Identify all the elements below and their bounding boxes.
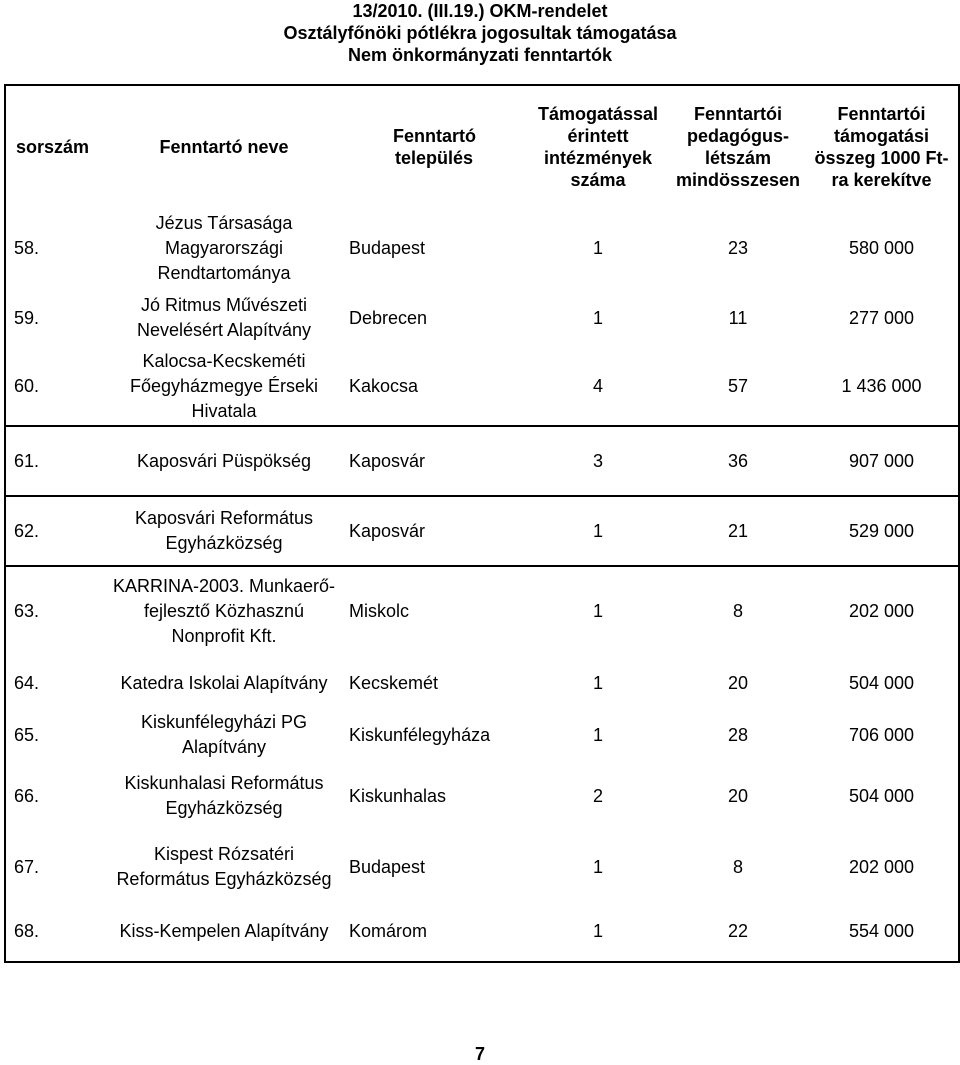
page-number: 7 — [474, 1044, 485, 1064]
row-staff: 57 — [727, 376, 749, 396]
row-staff: 8 — [671, 566, 805, 656]
row-institutions: 1 — [592, 921, 603, 941]
row-number: 59. — [14, 307, 40, 328]
decree-title: 13/2010. (III.19.) OKM-rendelet — [352, 1, 608, 21]
row-name: Kispest Rózsatéri Református Egyházközség — [116, 844, 332, 889]
row-number: 62. — [5, 496, 105, 566]
header-intezmenyek: Támogatással érintett intézmények száma — [537, 104, 659, 190]
row-amount: 907 000 — [805, 426, 959, 496]
row-town: Kaposvár — [343, 496, 525, 566]
row-name: Kaposvári Püspökség — [105, 426, 343, 496]
row-institutions: 1 — [525, 566, 671, 656]
support-table — [4, 84, 960, 963]
row-number: 67. — [14, 856, 40, 877]
header-osszeg: Fenntartói támogatási összeg 1000 Ft-ra kerekítve — [814, 104, 949, 190]
row-amount: 554 000 — [848, 921, 915, 941]
row-name: Kaposvári Református Egyházközség — [105, 496, 343, 566]
table-row — [5, 426, 959, 496]
table-row — [5, 348, 959, 426]
row-institutions: 4 — [592, 376, 603, 396]
subject-title: Osztályfőnöki pótlékra jogosultak támogatása — [283, 23, 677, 43]
table-row — [5, 656, 959, 710]
row-institutions: 1 — [592, 856, 603, 877]
row-staff: 21 — [671, 496, 805, 566]
table-row — [5, 566, 959, 656]
document-titles — [0, 0, 960, 66]
category-title: Nem önkormányzati fenntartók — [347, 45, 613, 65]
row-town: Budapest — [349, 856, 426, 877]
header-sorszam: sorszám — [16, 137, 90, 157]
row-number: 64. — [14, 672, 40, 693]
table-row — [5, 760, 959, 832]
table-header — [5, 85, 959, 208]
row-amount: 580 000 — [848, 237, 915, 258]
table-row — [5, 288, 959, 348]
row-town: Kakocsa — [349, 376, 419, 396]
header-telepules: Fenntartó település — [393, 126, 476, 168]
row-town: Debrecen — [349, 307, 428, 328]
row-amount: 277 000 — [848, 307, 915, 328]
row-staff: 22 — [727, 921, 749, 941]
row-name: Jézus Társasága Magyarországi Rendtartománya — [155, 212, 293, 283]
row-amount: 529 000 — [805, 496, 959, 566]
row-town: Kiskunfélegyháza — [349, 724, 491, 745]
row-staff: 11 — [728, 307, 748, 328]
row-institutions: 1 — [592, 307, 603, 328]
row-number: 63. — [5, 566, 105, 656]
row-town: Komárom — [349, 921, 428, 941]
row-amount: 1 436 000 — [841, 376, 922, 396]
header-nev: Fenntartó neve — [159, 137, 289, 157]
header-letszam: Fenntartói pedagógus-létszám mindösszesen — [675, 104, 801, 190]
row-name: Katedra Iskolai Alapítvány — [120, 672, 328, 693]
row-staff: 20 — [727, 672, 749, 693]
row-amount: 504 000 — [848, 785, 915, 806]
table-row — [5, 710, 959, 760]
row-number: 66. — [14, 785, 40, 806]
table-row — [5, 208, 959, 288]
row-staff: 28 — [727, 724, 749, 745]
row-name: Kiss-Kempelen Alapítvány — [119, 921, 329, 941]
row-name: KARRINA-2003. Munkaerő-fejlesztő Közhasznú Nonprofit Kft. — [105, 566, 343, 656]
row-staff: 36 — [671, 426, 805, 496]
row-number: 65. — [14, 724, 40, 745]
row-number: 60. — [14, 376, 40, 396]
row-town: Kecskemét — [349, 672, 439, 693]
row-amount: 202 000 — [848, 856, 915, 877]
row-staff: 20 — [727, 785, 749, 806]
row-institutions: 2 — [592, 785, 603, 806]
table-row — [5, 832, 959, 902]
row-town: Budapest — [349, 237, 426, 258]
row-staff: 8 — [732, 856, 743, 877]
row-name: Kalocsa-Kecskeméti Főegyházmegye Érseki Hivatala — [129, 351, 319, 421]
table-row — [5, 496, 959, 566]
row-institutions: 3 — [525, 426, 671, 496]
row-amount: 504 000 — [848, 672, 915, 693]
row-staff: 23 — [727, 237, 749, 258]
row-amount: 202 000 — [805, 566, 959, 656]
row-name: Kiskunfélegyházi PG Alapítvány — [140, 712, 308, 757]
row-town: Kiskunhalas — [349, 785, 447, 806]
row-institutions: 1 — [592, 672, 603, 693]
row-amount: 706 000 — [848, 724, 915, 745]
row-number: 61. — [5, 426, 105, 496]
table-row — [5, 902, 959, 962]
row-name: Jó Ritmus Művészeti Nevelésért Alapítvány — [136, 295, 312, 340]
row-number: 58. — [14, 237, 40, 258]
row-town: Miskolc — [343, 566, 525, 656]
row-name: Kiskunhalasi Református Egyházközség — [124, 773, 324, 818]
row-institutions: 1 — [592, 724, 603, 745]
row-institutions: 1 — [525, 496, 671, 566]
row-number: 68. — [14, 921, 40, 941]
row-institutions: 1 — [592, 237, 603, 258]
row-town: Kaposvár — [343, 426, 525, 496]
